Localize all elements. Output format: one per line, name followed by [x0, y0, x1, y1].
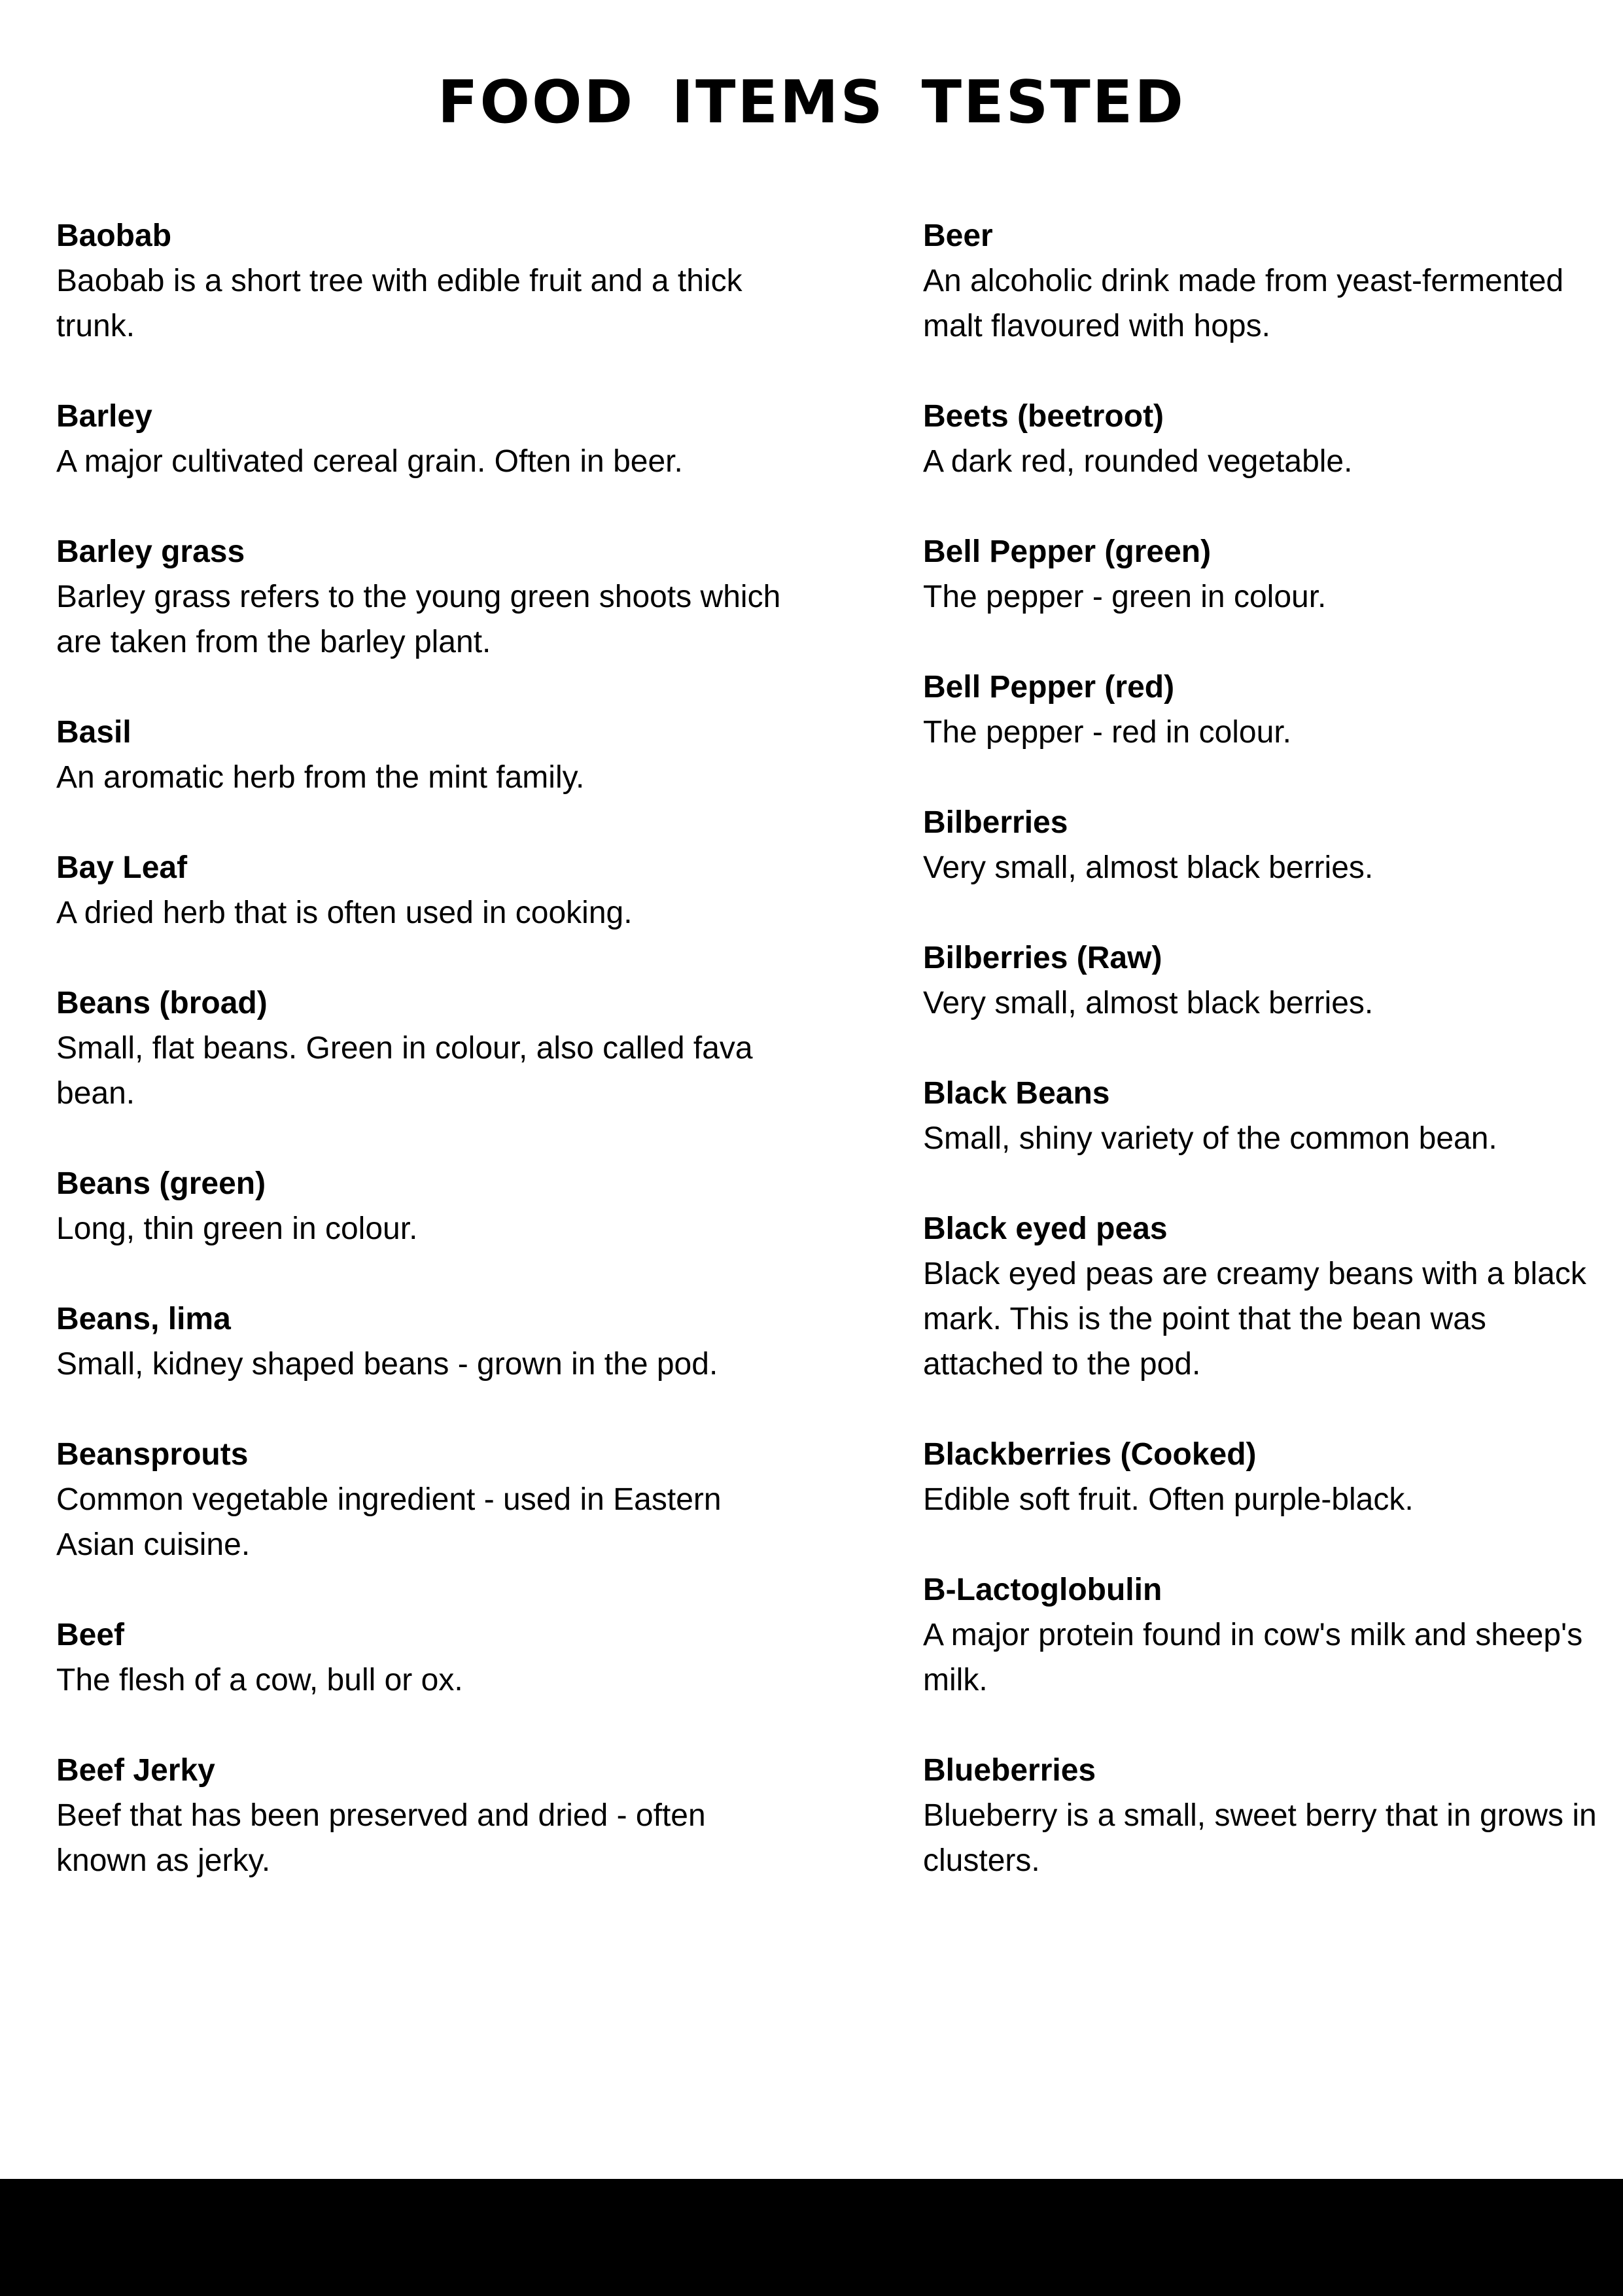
food-name: Beets (beetroot) — [923, 399, 1164, 434]
food-entry — [56, 1296, 782, 1387]
food-description: A major protein found in cow's milk and sheep's milk. — [923, 1618, 1583, 1697]
food-description: An aromatic herb from the mint family. — [56, 760, 585, 795]
food-entry — [923, 394, 1610, 484]
food-name: Beef — [56, 1618, 125, 1652]
food-name: Bell Pepper (red) — [923, 670, 1175, 704]
food-description: Beef that has been preserved and dried - often known as jerky. — [56, 1798, 706, 1878]
food-entry — [56, 1748, 782, 1883]
food-description: Long, thin green in colour. — [56, 1211, 418, 1246]
food-name: Beans, lima — [56, 1302, 231, 1336]
food-name: Baobab — [56, 218, 172, 253]
food-entry — [923, 1432, 1610, 1522]
food-name: Beansprouts — [56, 1437, 249, 1472]
food-list-left-column — [56, 213, 782, 1928]
food-entry — [923, 1206, 1610, 1387]
food-name: Bilberries — [923, 805, 1068, 840]
food-name: Bell Pepper (green) — [923, 534, 1212, 569]
food-entry — [56, 1161, 782, 1251]
food-name: Black eyed peas — [923, 1211, 1168, 1246]
food-description: Edible soft fruit. Often purple-black. — [923, 1482, 1414, 1517]
food-entry — [923, 529, 1610, 619]
food-name: Bay Leaf — [56, 850, 188, 885]
footer-bar — [0, 2179, 1623, 2296]
food-list-right-column — [923, 213, 1610, 1928]
food-description: Small, shiny variety of the common bean. — [923, 1121, 1497, 1156]
food-description: The pepper - green in colour. — [923, 580, 1327, 614]
food-entry — [56, 1432, 782, 1567]
page-title: FOOD ITEMS TESTED — [438, 68, 1185, 137]
food-entry — [56, 529, 782, 665]
food-description: Blueberry is a small, sweet berry that in grows in clusters. — [923, 1798, 1597, 1878]
food-entry — [56, 1612, 782, 1703]
food-name: Barley — [56, 399, 152, 434]
food-entry — [56, 394, 782, 484]
food-description: Black eyed peas are creamy beans with a black mark. This is the point that the bean was attached to the pod. — [923, 1257, 1586, 1382]
food-description: A dark red, rounded vegetable. — [923, 444, 1353, 479]
food-description: Small, kidney shaped beans - grown in the pod. — [56, 1347, 718, 1382]
food-name: Bilberries (Raw) — [923, 941, 1162, 975]
food-description: Common vegetable ingredient - used in Eastern Asian cuisine. — [56, 1482, 722, 1562]
food-entry — [56, 213, 782, 349]
food-name: Beans (broad) — [56, 986, 268, 1020]
food-name: Black Beans — [923, 1076, 1110, 1111]
food-entry — [923, 1748, 1610, 1883]
food-description: Very small, almost black berries. — [923, 850, 1374, 885]
food-description: Small, flat beans. Green in colour, also called fava bean. — [56, 1031, 753, 1111]
food-entry — [56, 981, 782, 1116]
food-description: A dried herb that is often used in cooking. — [56, 896, 633, 930]
food-entry — [923, 1071, 1610, 1161]
food-description: A major cultivated cereal grain. Often in beer. — [56, 444, 683, 479]
food-entry — [923, 800, 1610, 890]
food-name: Beer — [923, 218, 993, 253]
food-name: Blackberries (Cooked) — [923, 1437, 1257, 1472]
food-name: Beef Jerky — [56, 1753, 215, 1788]
food-name: Blueberries — [923, 1753, 1096, 1788]
food-entry — [56, 845, 782, 935]
food-description: The pepper - red in colour. — [923, 715, 1291, 750]
food-name: Barley grass — [56, 534, 245, 569]
food-description: The flesh of a cow, bull or ox. — [56, 1663, 463, 1697]
food-name: Basil — [56, 715, 131, 750]
food-entry — [923, 935, 1610, 1026]
food-description: Baobab is a short tree with edible fruit and a thick trunk. — [56, 264, 742, 343]
food-entry — [923, 1567, 1610, 1703]
food-entry — [923, 665, 1610, 755]
food-entry — [56, 710, 782, 800]
food-description: Barley grass refers to the young green shoots which are taken from the barley plant. — [56, 580, 781, 659]
food-description: Very small, almost black berries. — [923, 986, 1374, 1020]
food-name: B-Lactoglobulin — [923, 1573, 1162, 1607]
food-entry — [923, 213, 1610, 349]
food-description: An alcoholic drink made from yeast-fermented malt flavoured with hops. — [923, 264, 1564, 343]
food-name: Beans (green) — [56, 1166, 266, 1201]
